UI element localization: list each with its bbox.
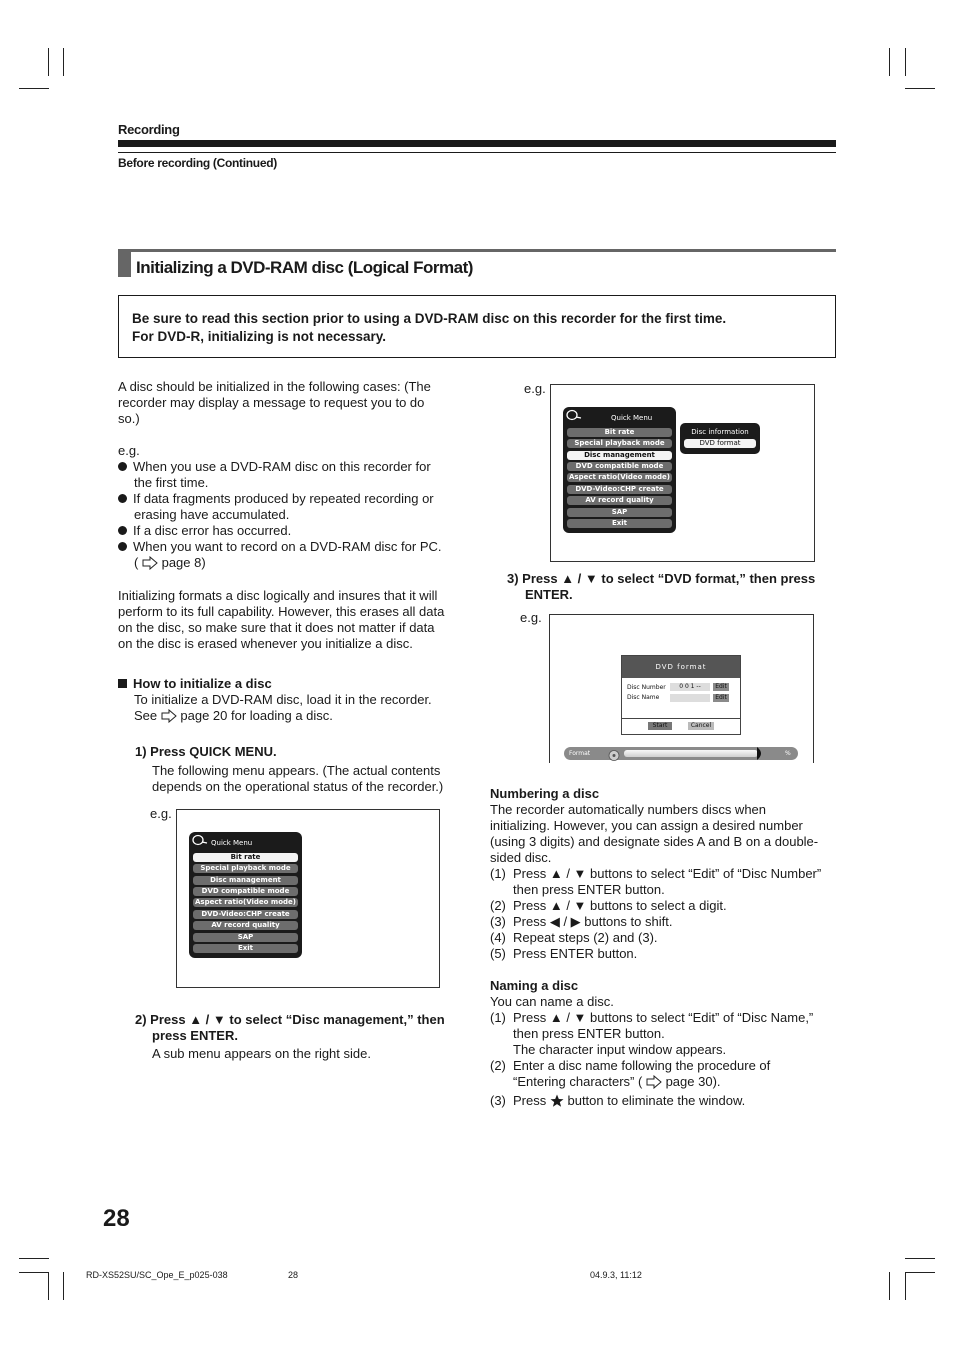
- step-1-desc: The following menu appears. (The actual contents depends on the operational status of the recorder.): [152, 763, 444, 794]
- progress-percent: %: [785, 750, 791, 757]
- menu-item-av-record-quality[interactable]: AV record quality: [193, 921, 298, 930]
- eg-label: e.g.: [520, 610, 542, 625]
- header-rule: [118, 140, 836, 147]
- list-item: (3) Press button to eliminate the window.: [490, 1093, 838, 1112]
- quick-menu-icon: [191, 833, 209, 851]
- list-item: (1) Press ▲ / ▼ buttons to select “Edit” of “Disc Number”: [490, 866, 822, 881]
- dialog-title: DVD format: [622, 656, 740, 678]
- list-item: (5) Press ENTER button.: [490, 946, 638, 961]
- disc-number-edit-button[interactable]: Edit: [713, 683, 729, 691]
- eg-label: e.g.: [524, 381, 546, 396]
- title-marker: [118, 249, 131, 277]
- disc-number-value: 0 0 1 --: [670, 683, 710, 691]
- start-button[interactable]: Start: [648, 722, 672, 730]
- progress-label: Format: [569, 750, 591, 757]
- menu-item-sap[interactable]: SAP: [193, 933, 298, 942]
- progress-end-icon: [757, 747, 767, 765]
- menu-item-exit[interactable]: Exit: [193, 944, 298, 953]
- menu-item-av-record-quality[interactable]: AV record quality: [567, 496, 672, 505]
- subsection-label: Before recording (Continued): [118, 156, 277, 170]
- page-title: Initializing a DVD-RAM disc (Logical Format): [136, 258, 473, 277]
- eg-label: e.g.: [118, 443, 140, 458]
- menu-item-dvd-compatible-mode[interactable]: DVD compatible mode: [193, 887, 298, 896]
- step-1: 1) Press QUICK MENU.: [135, 744, 277, 759]
- format-progress-bar: [564, 747, 798, 760]
- menu-item-dvd-format[interactable]: DVD format: [684, 439, 756, 448]
- list-item: erasing have accumulated.: [134, 507, 290, 522]
- dialog-divider: [622, 718, 740, 719]
- quick-menu-title: Quick Menu: [611, 414, 653, 422]
- menu-item-dvd-compatible-mode[interactable]: DVD compatible mode: [567, 462, 672, 471]
- menu-item-special-playback-mode[interactable]: Special playback mode: [567, 439, 672, 448]
- page-ref-arrow-icon: [142, 556, 158, 574]
- cancel-button[interactable]: Cancel: [688, 722, 714, 730]
- eg-label: e.g.: [150, 806, 172, 821]
- section-label: Recording: [118, 122, 180, 137]
- numbering-heading: Numbering a disc: [490, 786, 600, 801]
- menu-item-disc-management[interactable]: Disc management: [193, 876, 298, 885]
- menu-item-disc-information[interactable]: Disc information: [684, 428, 756, 437]
- list-item: (3) Press ◀ / ▶ buttons to shift.: [490, 914, 673, 929]
- list-item: “Entering characters” ( page 30).: [490, 1074, 838, 1093]
- list-item: (2) Enter a disc name following the procedure of: [490, 1058, 771, 1073]
- footer-date: 04.9.3, 11:12: [590, 1270, 642, 1280]
- how-to-section: How to initialize a disc To initialize a DVD-RAM disc, load it in the recorder. See page 20 for loading a disc.: [118, 676, 468, 727]
- bullet-list: [118, 459, 468, 574]
- disc-number-label: Disc Number: [627, 684, 666, 691]
- list-item: If a disc error has occurred.: [118, 523, 468, 539]
- quick-menu-title: Quick Menu: [211, 839, 253, 847]
- intro-paragraph: A disc should be initialized in the following cases: (The recorder may display a message to request you to do so.): [118, 379, 431, 426]
- list-item: ( page 8): [118, 555, 468, 574]
- list-item: then press ENTER button.: [513, 1026, 665, 1041]
- menu-item-dvd-video-chp-create[interactable]: DVD-Video:CHP create: [193, 910, 298, 919]
- disc-management-submenu: [680, 423, 760, 454]
- menu-item-special-playback-mode[interactable]: Special playback mode: [193, 864, 298, 873]
- submenu-screen: [550, 384, 815, 562]
- list-item: the first time.: [134, 475, 209, 490]
- list-item: then press ENTER button.: [513, 882, 665, 897]
- page-ref-arrow-icon: [161, 709, 177, 727]
- naming-section: Naming a disc You can name a disc. (1) Press ▲ / ▼ buttons to select “Edit” of “Disc Name,” then press ENTER button. The character input window appears. (2) Enter a disc name following the procedure of “Entering characters” ( page 30). (3) Press button to eliminate the window.: [490, 978, 838, 1112]
- footer-file: RD-XS52SU/SC_Ope_E_p025-038: [86, 1270, 228, 1280]
- list-item: When you use a DVD-RAM disc on this recorder for: [118, 459, 468, 475]
- page-number: 28: [103, 1205, 130, 1232]
- step-3: 3) Press ▲ / ▼ to select “DVD format,” then press ENTER.: [507, 571, 816, 602]
- notice-line-2: For DVD-R, initializing is not necessary.: [132, 329, 387, 344]
- quick-menu: [189, 832, 302, 958]
- list-item: (2) Press ▲ / ▼ buttons to select a digit.: [490, 898, 727, 913]
- menu-item-bit-rate[interactable]: Bit rate: [193, 853, 298, 862]
- explanation-paragraph: Initializing formats a disc logically and insures that it will perform to its full capability. However, this erases all data on the disc, so make sure that it does not matter if data on the disc is erased whenever you initialize a disc.: [118, 588, 445, 651]
- notice-box: [118, 295, 836, 358]
- footer-page: 28: [288, 1270, 299, 1280]
- menu-item-sap[interactable]: SAP: [567, 508, 672, 517]
- dvd-format-dialog: [621, 655, 741, 735]
- star-icon: [550, 1094, 564, 1112]
- step-2-desc: A sub menu appears on the right side.: [152, 1046, 371, 1061]
- disc-name-label: Disc Name: [627, 694, 660, 701]
- disc-icon: [608, 748, 620, 766]
- list-item: The character input window appears.: [513, 1042, 727, 1057]
- notice-line-1: Be sure to read this section prior to using a DVD-RAM disc on this recorder for the first time.: [132, 311, 727, 326]
- dvd-format-screen: [549, 614, 814, 763]
- how-to-heading: How to initialize a disc: [118, 676, 468, 692]
- numbering-section: Numbering a disc The recorder automatically numbers discs when initializing. However, you can assign a desired number (using 3 digits) and designate sides A and B on a double- sided disc. (1) Press ▲ / ▼ buttons to select “Edit” of “Disc Number” then press ENTER button. (2) Press ▲ / ▼ buttons to select a digit. (3) Press ◀ / ▶ buttons to shift. (4) Repeat steps (2) and (3). (5) Press ENTER button.: [490, 786, 838, 962]
- page-ref-arrow-icon: [646, 1075, 662, 1093]
- step-2: 2) Press ▲ / ▼ to select “Disc management,” then press ENTER.: [135, 1012, 445, 1043]
- list-item: If data fragments produced by repeated recording or: [118, 491, 468, 507]
- menu-item-bit-rate[interactable]: Bit rate: [567, 428, 672, 437]
- menu-item-disc-management[interactable]: Disc management: [567, 451, 672, 460]
- title-rule: [118, 249, 836, 252]
- quick-menu: [563, 407, 676, 533]
- header-rule-thin: [118, 152, 836, 153]
- list-item: (4) Repeat steps (2) and (3).: [490, 930, 658, 945]
- menu-item-aspect-ratio[interactable]: Aspect ratio(Video mode): [567, 473, 672, 482]
- disc-name-edit-button[interactable]: Edit: [713, 694, 729, 702]
- list-item: (1) Press ▲ / ▼ buttons to select “Edit” of “Disc Name,”: [490, 1010, 814, 1025]
- menu-item-dvd-video-chp-create[interactable]: DVD-Video:CHP create: [567, 485, 672, 494]
- naming-heading: Naming a disc: [490, 978, 579, 993]
- quick-menu-icon: [565, 408, 583, 426]
- square-bullet-icon: [118, 679, 127, 688]
- progress-track: [624, 750, 758, 757]
- quick-menu-screen: [176, 809, 440, 988]
- menu-item-aspect-ratio[interactable]: Aspect ratio(Video mode): [193, 898, 298, 907]
- disc-name-field[interactable]: [670, 694, 710, 702]
- menu-item-exit[interactable]: Exit: [567, 519, 672, 528]
- list-item: When you want to record on a DVD-RAM disc for PC.: [118, 539, 468, 555]
